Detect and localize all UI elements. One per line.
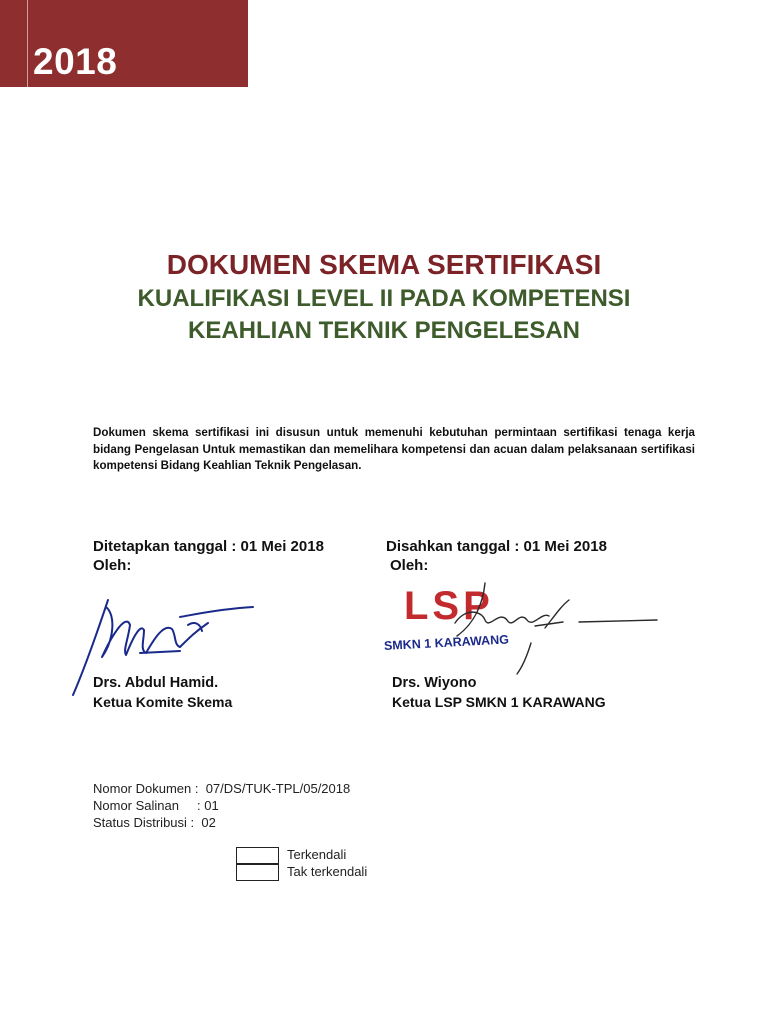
established-by-label: Oleh: (93, 557, 132, 574)
controlled-checkbox[interactable] (236, 847, 279, 864)
controlled-label: Terkendali (287, 847, 347, 862)
signature-left-header (93, 537, 324, 575)
intro-paragraph: Dokumen skema sertifikasi ini disusun untuk memenuhi kebutuhan permintaan sertifikasi tenaga kerja bidang Pengelasan Untuk memastikan dan memelihara kompetensi dan acuan dalam pelaksanaan sertifikasi kompetensi Bidang Keahlian Teknik Pengelasan. (93, 426, 695, 472)
document-title: DOKUMEN SKEMA SERTIFIKASI (166, 249, 602, 280)
established-date: Ditetapkan tanggal : 01 Mei 2018 (93, 538, 324, 555)
uncontrolled-label: Tak terkendali (287, 864, 368, 879)
signature-right-image (445, 578, 665, 678)
stamp-school-text: SMKN 1 KARAWANG (383, 632, 510, 653)
document-number: Nomor Dokumen : 07/DS/TUK-TPL/05/2018 (93, 781, 351, 796)
signer-right-role: Ketua LSP SMKN 1 KARAWANG (392, 694, 606, 710)
approved-date: Disahkan tanggal : 01 Mei 2018 (386, 538, 607, 555)
signer-left-role: Ketua Komite Skema (93, 694, 233, 710)
approved-by-label: Oleh: (390, 557, 429, 574)
document-subtitle-line-1: KUALIFIKASI LEVEL II PADA KOMPETENSI (137, 285, 631, 312)
banner-divider (27, 0, 28, 87)
signer-left-name: Drs. Abdul Hamid. (93, 675, 219, 691)
signature-right-footer (392, 674, 606, 712)
title-block (0, 247, 768, 347)
signer-right-name: Drs. Wiyono (392, 675, 477, 691)
uncontrolled-checkbox[interactable] (236, 864, 279, 881)
copy-number: Nomor Salinan : 01 (93, 798, 219, 813)
distribution-status: Status Distribusi : 02 (93, 815, 216, 830)
year-banner (0, 0, 248, 87)
document-subtitle-line-2: KEAHLIAN TEKNIK PENGELESAN (187, 317, 581, 344)
signature-right-header (386, 537, 607, 575)
document-meta (93, 780, 350, 831)
signature-left-footer (93, 674, 232, 712)
cover-year: 2018 (33, 41, 118, 82)
stamp-logo-text: LSP (404, 584, 494, 628)
